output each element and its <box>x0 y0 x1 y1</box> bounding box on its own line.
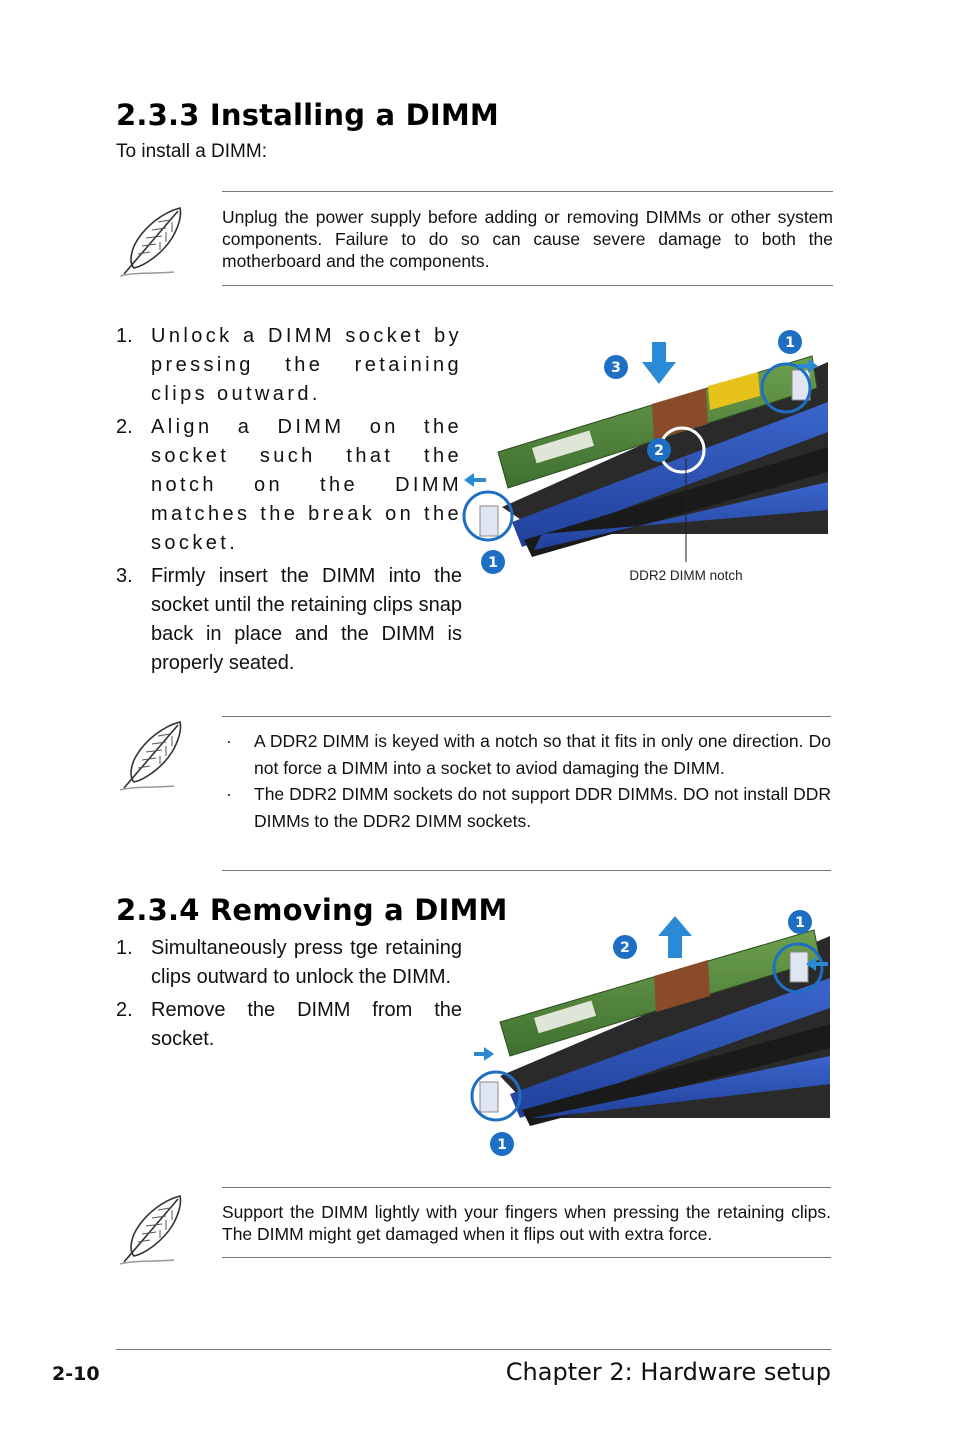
note3-top-rule <box>222 1187 831 1188</box>
right-arrow-icon <box>474 1047 494 1061</box>
callout-badge-1-top <box>778 330 802 354</box>
retaining-clip-left <box>480 506 498 536</box>
callout-badge-1-bottom <box>481 550 505 574</box>
svg-text:1: 1 <box>488 555 498 571</box>
footer-rule <box>116 1349 831 1350</box>
dimm-remove-figure <box>470 906 832 1164</box>
lift-up-arrow-icon <box>658 916 692 958</box>
retaining-clip-right <box>790 952 808 982</box>
section-heading-remove: 2.3.4 Removing a DIMM <box>116 893 508 927</box>
svg-text:1: 1 <box>497 1137 507 1153</box>
install-steps-list <box>116 322 462 682</box>
support-dimm-note: Support the DIMM lightly with your fingers when pressing the retaining clips. The DIMM might get damaged when it flips out with extra force. <box>222 1202 831 1244</box>
remove-step-1: 1. Simultaneously press tge retaining clips outward to unlock the DIMM. <box>116 937 462 988</box>
note3-bottom-rule <box>222 1257 831 1258</box>
install-step-2: 2. Align a DIMM on the socket such that the notch on the DIMM matches the break on the socket. <box>116 416 462 554</box>
retaining-clip-left <box>480 1082 498 1112</box>
note-bullet-item: · The DDR2 DIMM sockets do not support DDR DIMMs. DO not install DDR DIMMs to the DDR2 DIMM sockets. <box>226 784 831 831</box>
note2-top-rule <box>222 716 831 717</box>
callout-badge-1-top <box>788 910 812 934</box>
page-number: 2-10 <box>52 1363 100 1385</box>
press-down-arrow-icon <box>642 342 676 384</box>
remove-steps-list <box>116 934 462 1058</box>
notch-label: DDR2 DIMM notch <box>629 568 743 583</box>
install-step-1: 1. Unlock a DIMM socket by pressing the retaining clips outward. <box>116 325 462 405</box>
svg-text:1: 1 <box>785 335 795 351</box>
install-step-3: 3. Firmly insert the DIMM into the socket until the retaining clips snap back in place and the DIMM is properly seated. <box>116 565 462 674</box>
svg-text:1: 1 <box>795 915 805 931</box>
feather-pen-icon <box>114 1190 190 1266</box>
svg-text:3: 3 <box>611 360 621 376</box>
chapter-title: Chapter 2: Hardware setup <box>505 1358 831 1386</box>
remove-step-2: 2. Remove the DIMM from the socket. <box>116 999 462 1050</box>
note-bullet-item: · A DDR2 DIMM is keyed with a notch so that it fits in only one direction. Do not force a DIMM into a socket to aviod damaging the DIMM. <box>226 731 831 778</box>
feather-pen-icon <box>114 202 190 278</box>
section-heading-install: 2.3.3 Installing a DIMM <box>116 98 499 132</box>
note2-bottom-rule <box>222 870 831 871</box>
note-bottom-rule <box>222 285 833 286</box>
feather-pen-icon <box>114 716 190 792</box>
note-top-rule <box>222 191 833 192</box>
svg-text:2: 2 <box>654 443 664 459</box>
unplug-warning-note: Unplug the power supply before adding or removing DIMMs or other system components. Failure to do so can cause severe damage to both the motherboard and the components. <box>222 207 833 271</box>
callout-badge-2 <box>613 935 637 959</box>
install-intro: To install a DIMM: <box>116 141 267 162</box>
callout-badge-1-bottom <box>490 1132 514 1156</box>
dimm-install-figure <box>462 322 834 592</box>
callout-badge-3 <box>604 355 628 379</box>
callout-badge-2 <box>647 438 671 462</box>
ddr2-keyed-notes <box>222 728 831 834</box>
svg-text:2: 2 <box>620 940 630 956</box>
left-arrow-icon <box>464 473 486 487</box>
